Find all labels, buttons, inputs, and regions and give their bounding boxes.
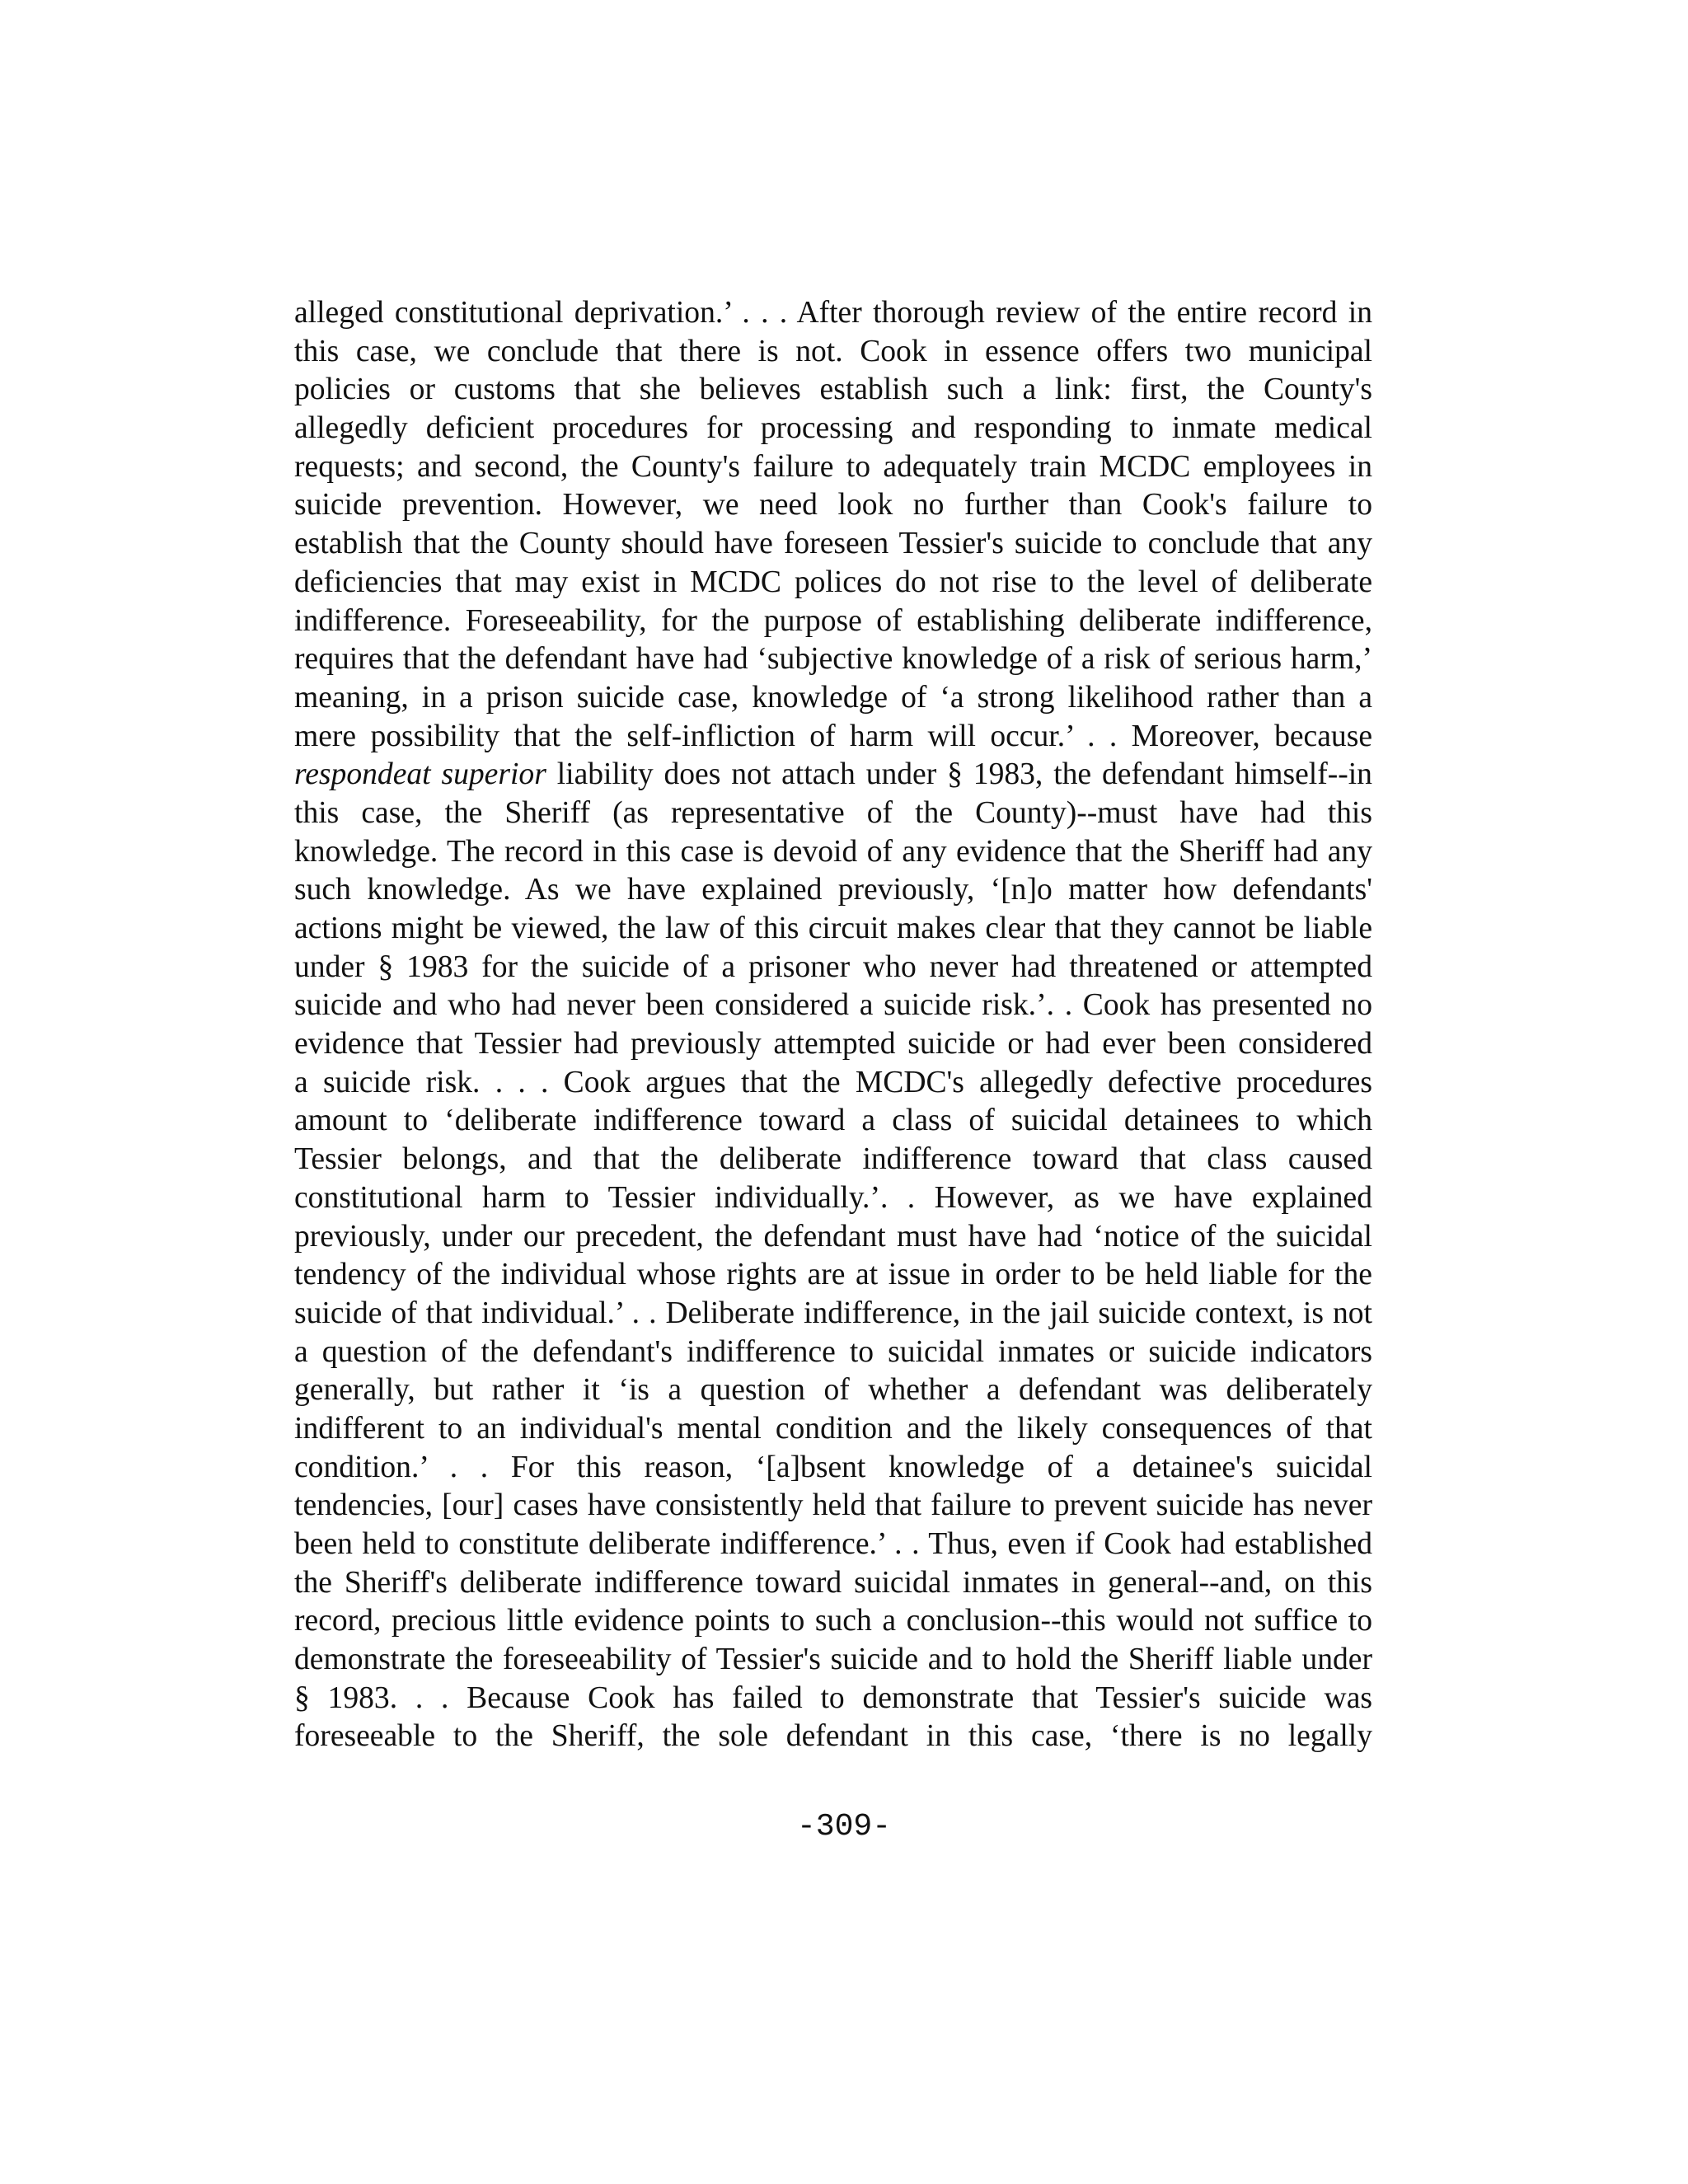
text-line-18: under § 1983 for the suicide of a prisoner who never had threatened or attempted	[294, 949, 1372, 984]
text-line-6: suicide prevention. However, we need look no further than Cook's failure to	[294, 488, 1372, 523]
italic-phrase: respondeat superior	[294, 757, 546, 792]
text-line-27: suicide of that individual.’ . . Deliberate indifference, in the jail suicide context, is not	[294, 1296, 1372, 1330]
text-line-8: deficiencies that may exist in MCDC polices do not rise to the level of deliberate	[294, 565, 1372, 599]
text-line-16: such knowledge. As we have explained previously, ‘[n]o matter how defendants'	[294, 873, 1372, 907]
text-line-5: requests; and second, the County's failure to adequately train MCDC employees in	[294, 449, 1372, 484]
text-line-25: previously, under our precedent, the defendant must have had ‘notice of the suicidal	[294, 1219, 1372, 1254]
page-number: -309-	[796, 1809, 892, 1844]
text-line-13	[294, 756, 1372, 794]
text-line-28: a question of the defendant's indifference to suicidal inmates or suicide indicators	[294, 1334, 1372, 1369]
text-line-12: mere possibility that the self-infliction of harm will occur.’ . . Moreover, because	[294, 719, 1372, 753]
text-line-2: this case, we conclude that there is not. Cook in essence offers two municipal	[294, 334, 1372, 368]
text-line-4: allegedly deficient procedures for processing and responding to inmate medical	[294, 411, 1372, 446]
text-line-20: evidence that Tessier had previously attempted suicide or had ever been considered	[294, 1027, 1372, 1062]
text-line-26: tendency of the individual whose rights are at issue in order to be held liable for the	[294, 1258, 1372, 1292]
text-line-21: a suicide risk. . . . Cook argues that the MCDC's allegedly defective procedures	[294, 1065, 1372, 1099]
text-line-30: indifferent to an individual's mental condition and the likely consequences of that	[294, 1411, 1372, 1446]
text-line-11: meaning, in a prison suicide case, knowledge of ‘a strong likelihood rather than a	[294, 680, 1372, 715]
text-line-32: tendencies, [our] cases have consistently held that failure to prevent suicide has never	[294, 1488, 1372, 1523]
text-line-7: establish that the County should have foreseen Tessier's suicide to conclude that any	[294, 527, 1372, 561]
text-line-1: alleged constitutional deprivation.’ . . . After thorough review of the entire record in	[294, 296, 1372, 330]
text-line-31: condition.’ . . For this reason, ‘[a]bsent knowledge of a detainee's suicidal	[294, 1450, 1372, 1484]
text-line-35: record, precious little evidence points to such a conclusion--this would not suffice to	[294, 1604, 1372, 1638]
text-line-17: actions might be viewed, the law of this circuit makes clear that they cannot be liable	[294, 912, 1372, 945]
body-text	[294, 294, 1372, 1756]
text-line-15: knowledge. The record in this case is devoid of any evidence that the Sheriff had any	[294, 834, 1372, 869]
text-line-9: indifference. Foreseeability, for the purpose of establishing deliberate indifference,	[294, 603, 1372, 638]
text-line-36: demonstrate the foreseeability of Tessier's suicide and to hold the Sheriff liable under	[294, 1643, 1372, 1677]
text-line-3: policies or customs that she believes establish such a link: first, the County's	[294, 373, 1372, 407]
text-line-33: been held to constitute deliberate indifference.’ . . Thus, even if Cook had established	[294, 1527, 1372, 1561]
text-line-14: this case, the Sheriff (as representative of the County)--must have had this	[294, 795, 1372, 830]
text-line-19: suicide and who had never been considered a suicide risk.’. . Cook has presented no	[294, 988, 1372, 1023]
text-line-13-rest: liability does not attach under § 1983, the defendant himself--in	[556, 757, 1372, 792]
text-line-23: Tessier belongs, and that the deliberate indifference toward that class caused	[294, 1142, 1372, 1177]
text-line-34: the Sheriff's deliberate indifference toward suicidal inmates in general--and, on this	[294, 1565, 1372, 1600]
text-line-22: amount to ‘deliberate indifference toward a class of suicidal detainees to which	[294, 1104, 1372, 1138]
text-line-29: generally, but rather it ‘is a question of whether a defendant was deliberately	[294, 1373, 1372, 1408]
text-line-10: requires that the defendant have had ‘subjective knowledge of a risk of serious harm,’	[294, 642, 1372, 677]
text-line-24: constitutional harm to Tessier individually.’. . However, as we have explained	[294, 1180, 1372, 1215]
text-line-38: foreseeable to the Sheriff, the sole defendant in this case, ‘there is no legally	[294, 1719, 1372, 1754]
text-line-37: § 1983. . . Because Cook has failed to demonstrate that Tessier's suicide was	[294, 1680, 1372, 1715]
